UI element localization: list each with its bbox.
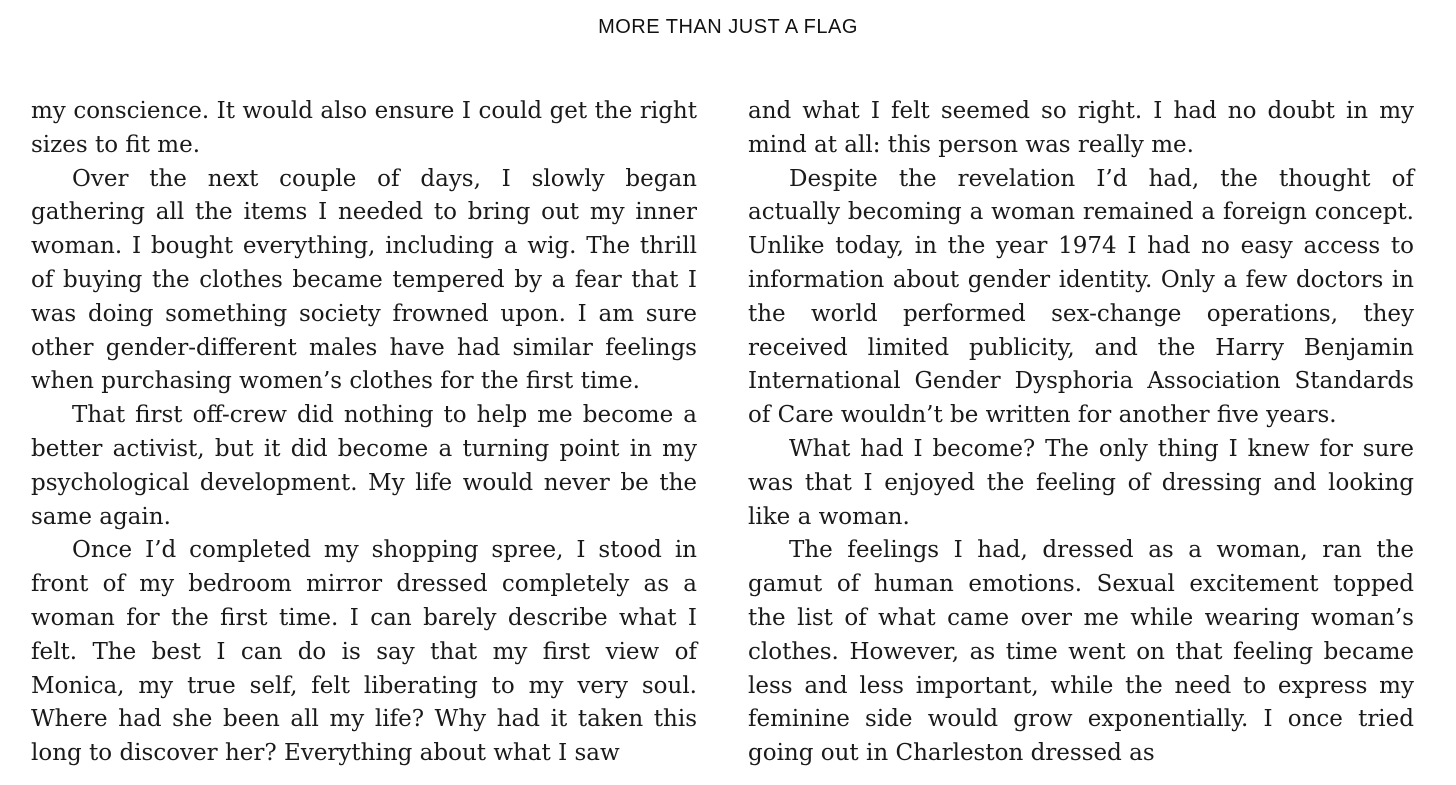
paragraph-continued: and what I felt seemed so right. I had no doubt in my mind at all: this person was really me. xyxy=(748,98,1414,158)
paragraph: Over the next couple of days, I slowly began gathering all the items I needed to bring out my inner woman. I bought everything, including a wig. The thrill of buying the clothes became tempered by a fear that I was doing something society frowned upon. I am sure other gender-different males have had similar feelings when purchasing women’s clothes for the first time. xyxy=(31,165,697,395)
right-text-column xyxy=(748,95,1414,771)
left-text-column xyxy=(31,95,697,771)
paragraph: Despite the revelation I’d had, the thought of actually becoming a woman remained a foreign concept. Unlike today, in the year 1974 I had no easy access to information about gender identity. Only a few doctors in the world performed sex-change operations, they received limited publicity, and the Harry Benjamin International Gender Dysphoria Association Standards of Care wouldn’t be written for another five years. xyxy=(748,165,1414,429)
paragraph: What had I become? The only thing I knew for sure was that I enjoyed the feeling of dressing and looking like a woman. xyxy=(748,435,1414,530)
running-header-title: MORE THAN JUST A FLAG xyxy=(598,16,858,38)
paragraph-continued: my conscience. It would also ensure I could get the right sizes to fit me. xyxy=(31,98,697,158)
paragraph: Once I’d completed my shopping spree, I stood in front of my bedroom mirror dressed completely as a woman for the first time. I can barely describe what I felt. The best I can do is say that my first view of Monica, my true self, felt liberating to my very soul. Where had she been all my life? Why had it taken this long to discover her? Everything about what I saw xyxy=(31,537,697,767)
paragraph: That first off-crew did nothing to help me become a better activist, but it did become a turning point in my psychological development. My life would never be the same again. xyxy=(31,402,697,530)
paragraph: The feelings I had, dressed as a woman, ran the gamut of human emotions. Sexual excitement topped the list of what came over me while wearing woman’s clothes. However, as time went on that feeling became less and less important, while the need to express my feminine side would grow exponentially. I once tried going out in Charleston dressed as xyxy=(748,537,1414,767)
